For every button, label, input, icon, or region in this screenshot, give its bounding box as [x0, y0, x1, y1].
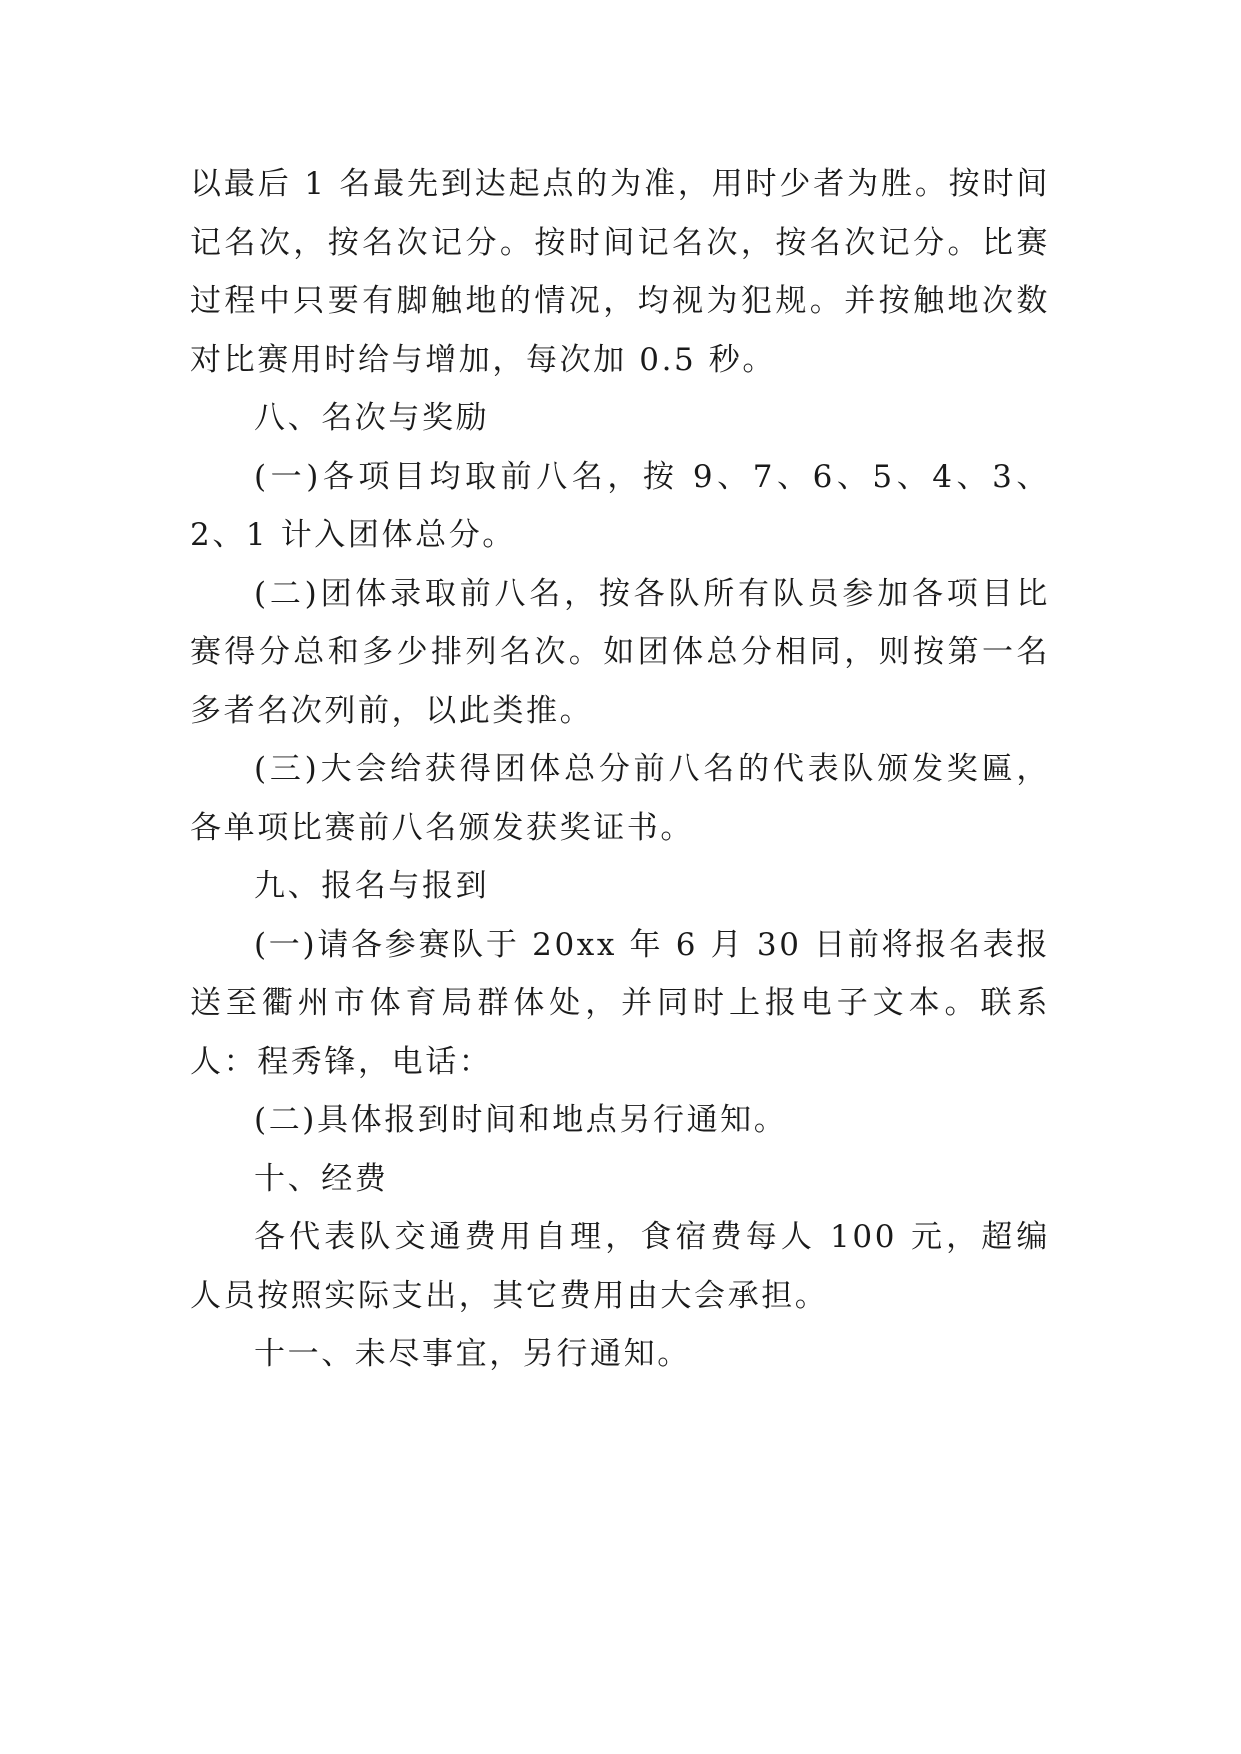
paragraph-registration-deadline: (一)请各参赛队于 20xx 年 6 月 30 日前将报名表报送至衢州市体育局群体处，并同时上报电子文本。联系人：程秀锋，电话： [190, 926, 1050, 1080]
paragraph-check-in: (二)具体报到时间和地点另行通知。 [254, 1102, 788, 1138]
paragraph-awards: (三)大会给获得团体总分前八名的代表队颁发奖匾，各单项比赛前八名颁发获奖证书。 [190, 751, 1050, 846]
heading-ranking-awards: 八、名次与奖励 [254, 400, 490, 436]
paragraph-other-matters: 十一、未尽事宜，另行通知。 [254, 1336, 691, 1372]
paragraph-event-points: (一)各项目均取前八名，按 9、7、6、5、4、3、2、1 计入团体总分。 [190, 458, 1050, 553]
paragraph-expenses: 各代表队交通费用自理，食宿费每人 100 元，超编人员按照实际支出，其它费用由大会承担。 [190, 1219, 1050, 1314]
heading-registration: 九、报名与报到 [254, 868, 490, 904]
paragraph-scoring-rules: 以最后 1 名最先到达起点的为准，用时少者为胜。按时间记名次，按名次记分。按时间记名次，按名次记分。比赛过程中只要有脚触地的情况，均视为犯规。并按触地次数对比赛用时给与增加，每次加 0.5 秒。 [190, 166, 1050, 378]
paragraph-team-ranking: (二)团体录取前八名，按各队所有队员参加各项目比赛得分总和多少排列名次。如团体总分相同，则按第一名多者名次列前，以此类推。 [190, 575, 1050, 729]
heading-expenses: 十、经费 [254, 1160, 389, 1197]
document-body [190, 155, 1050, 1384]
